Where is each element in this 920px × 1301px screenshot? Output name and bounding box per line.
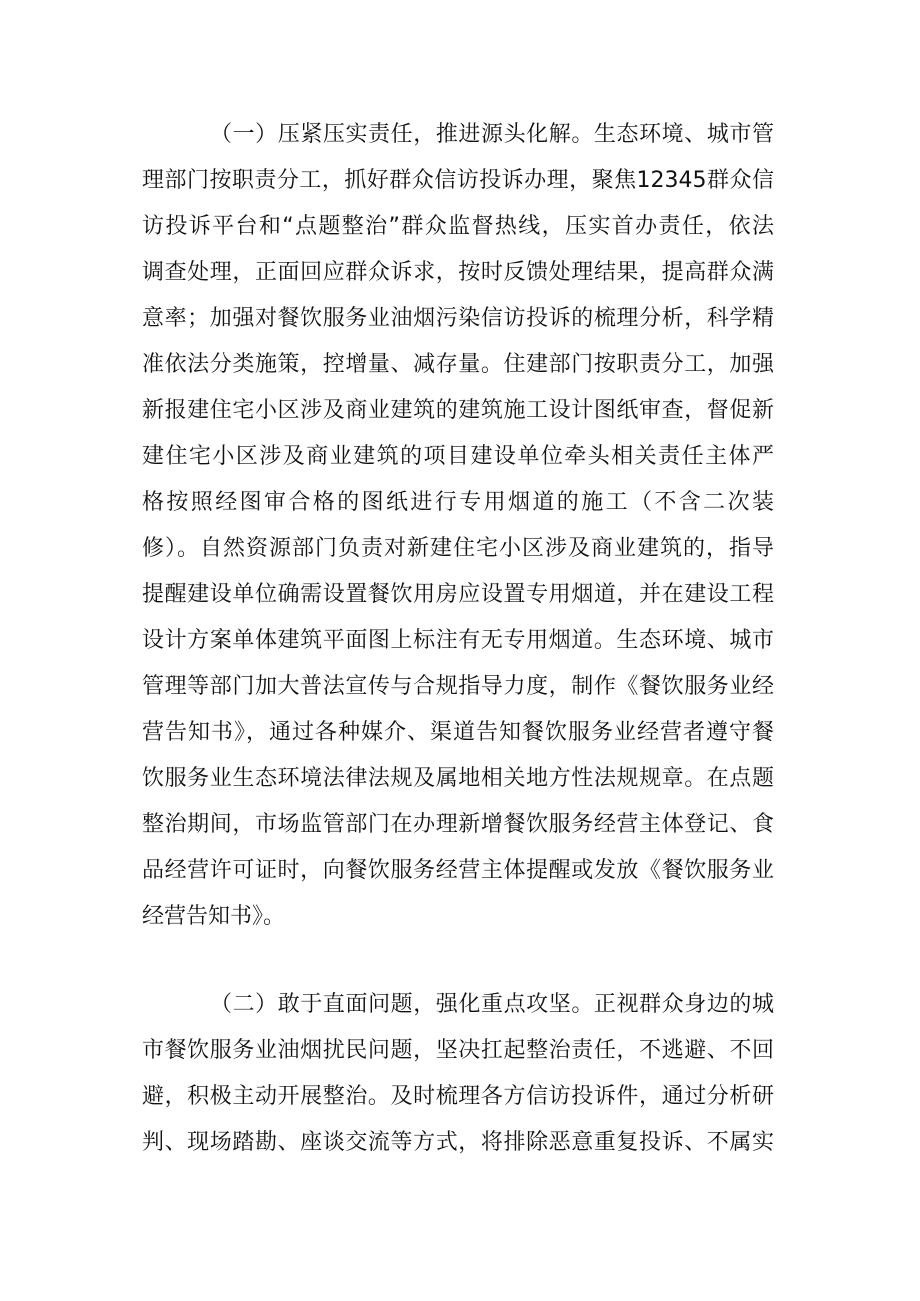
paragraph-line: 管理等部门加大普法宣传与合规指导力度，制作《餐饮服务业经 <box>142 674 774 699</box>
paragraph-line: 准依法分类施策，控增量、减存量。住建部门按职责分工，加强 <box>142 352 774 377</box>
paragraph-line: 意率；加强对餐饮服务业油烟污染信访投诉的梳理分析，科学精 <box>142 306 774 331</box>
paragraph-line: 修）。自然资源部门负责对新建住宅小区涉及商业建筑的，指导 <box>142 536 774 561</box>
paragraph-line: （一）压紧压实责任，推进源头化解。生态环境、城市管 <box>210 122 774 147</box>
paragraph-line: 饮服务业生态环境法律法规及属地相关地方性法规规章。在点题 <box>142 766 774 791</box>
paragraph-line: 调查处理，正面回应群众诉求，按时反馈处理结果，提高群众满 <box>142 260 774 285</box>
paragraph-line: 建住宅小区涉及商业建筑的项目建设单位牵头相关责任主体严 <box>142 444 774 469</box>
paragraph-line: 市餐饮服务业油烟扰民问题，坚决扛起整治责任，不逃避、不回 <box>142 1038 774 1063</box>
paragraph-line: 访投诉平台和“点题整治”群众监督热线，压实首办责任，依法 <box>142 214 774 239</box>
paragraph-line: 判、现场踏勘、座谈交流等方式，将排除恶意重复投诉、不属实 <box>142 1130 774 1155</box>
paragraph-line: 经营告知书》。 <box>142 904 286 929</box>
paragraph-line: 营告知书》，通过各种媒介、渠道告知餐饮服务业经营者遵守餐 <box>142 720 774 745</box>
paragraph-line: 新报建住宅小区涉及商业建筑的建筑施工设计图纸审查，督促新 <box>142 398 774 423</box>
paragraph-line: 品经营许可证时，向餐饮服务经营主体提醒或发放《餐饮服务业 <box>142 858 774 883</box>
paragraph-line: 理部门按职责分工，抓好群众信访投诉办理，聚焦12345群众信 <box>142 168 774 193</box>
paragraph-line: 提醒建设单位确需设置餐饮用房应设置专用烟道，并在建设工程 <box>142 582 774 607</box>
paragraph-line: 避，积极主动开展整治。及时梳理各方信访投诉件，通过分析研 <box>142 1084 774 1109</box>
paragraph-line: （二）敢于直面问题，强化重点攻坚。正视群众身边的城 <box>210 992 774 1017</box>
paragraph-line: 设计方案单体建筑平面图上标注有无专用烟道。生态环境、城市 <box>142 628 774 653</box>
paragraph-line: 整治期间，市场监管部门在办理新增餐饮服务经营主体登记、食 <box>142 812 774 837</box>
paragraph-line: 格按照经图审合格的图纸进行专用烟道的施工（不含二次装 <box>142 490 774 515</box>
